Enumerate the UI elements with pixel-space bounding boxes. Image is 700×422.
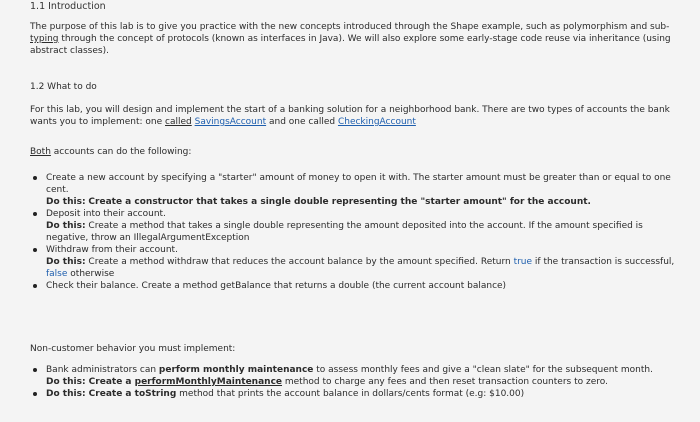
called-word: called [165,117,192,127]
do-this-label: Do this: [46,197,86,207]
item-line [46,364,690,376]
intro-paragraph [30,21,680,57]
otherwise-text: otherwise [67,269,115,279]
do-this-label: Do this: Create a toString [46,389,177,399]
both-word: Both [30,147,51,157]
do-this-line [46,256,690,268]
do-this-label: Do this: [46,221,86,231]
true-keyword: true [513,257,533,267]
do-this-label: Do this: [46,257,86,267]
do-this-text: Create a constructor that takes a single double representing the "starter amount" for the account. [88,197,591,207]
bullet-icon [33,248,37,252]
both-accounts-label [30,146,191,158]
item-line: Create a new account by specifying a "starter" amount of money to open it with. The starter amount must be greater than or equal to one [46,173,671,183]
typing-word: typing [30,34,59,44]
noncustomer-heading: Non-customer behavior you must implement: [30,344,236,354]
todo-line-2 [30,116,685,128]
list-item [30,280,690,292]
both-rest: accounts can do the following: [50,147,192,157]
bullet-icon [33,392,37,396]
intro-line-2 [30,33,680,45]
do-this-text: method to charge any fees and then reset transaction counters to zero. [282,377,608,387]
do-this-line [46,196,690,208]
todo-prefix: wants you to implement: one [30,117,166,127]
bullet-icon [33,284,37,288]
perform-monthly-maintenance-method: performMonthlyMaintenance [134,377,283,387]
intro-line-3: abstract classes). [30,46,109,56]
item-line: cent. [46,185,69,195]
item-line: negative, throw an IllegalArgumentException [46,233,250,243]
todo-line-1: For this lab, you will design and implement the start of a banking solution for a neighborhood bank. There are two types of accounts the bank [30,105,670,115]
intro-line-2-text: through the concept of protocols (known as interfaces in Java). We will also explore some early-stage code reuse via inheritance (using [58,34,671,44]
do-this-text: Create a method that takes a single double representing the amount deposited into the account. If the amount specified is [88,221,643,231]
todo-mid: and one called [266,117,338,127]
list-item [30,364,690,388]
do-this-line [46,376,690,388]
do-this-text: Create a method withdraw that reduces the account balance by the amount specified. Return [88,257,514,267]
do-this-line [46,388,690,400]
bullet-icon [33,368,37,372]
false-keyword: false [46,269,68,279]
item-line [46,268,690,280]
section-heading-introduction: 1.1 Introduction [30,1,106,12]
do-this-line [46,220,690,232]
do-this-text-end: if the transaction is successful, [532,257,675,267]
item-text: Bank administrators can [46,365,159,375]
item-line: Check their balance. Create a method getBalance that returns a double (the current account balance) [46,281,507,291]
noncustomer-list [30,364,690,400]
list-item [30,244,690,280]
list-item [30,208,690,244]
account-features-list [30,172,690,292]
bullet-icon [33,212,37,216]
todo-paragraph [30,104,685,128]
bullet-icon [33,176,37,180]
list-item [30,172,690,208]
item-text: to assess monthly fees and give a "clean slate" for the subsequent month. [313,365,653,375]
item-line: Deposit into their account. [46,209,166,219]
intro-line-1: The purpose of this lab is to give you practice with the new concepts introduced through the Shape example, such as polymorphism and sub- [30,22,670,32]
checking-account-link[interactable]: CheckingAccount [337,117,416,127]
item-line: Withdraw from their account. [46,245,178,255]
do-this-label: Do this: Create a [46,377,135,387]
section-heading-what-to-do: 1.2 What to do [30,82,97,92]
savings-account-link[interactable]: SavingsAccount [194,117,267,127]
list-item [30,388,690,400]
do-this-text: method that prints the account balance in dollars/cents format (e.g: $10.00) [176,389,525,399]
item-bold: perform monthly maintenance [158,365,314,375]
